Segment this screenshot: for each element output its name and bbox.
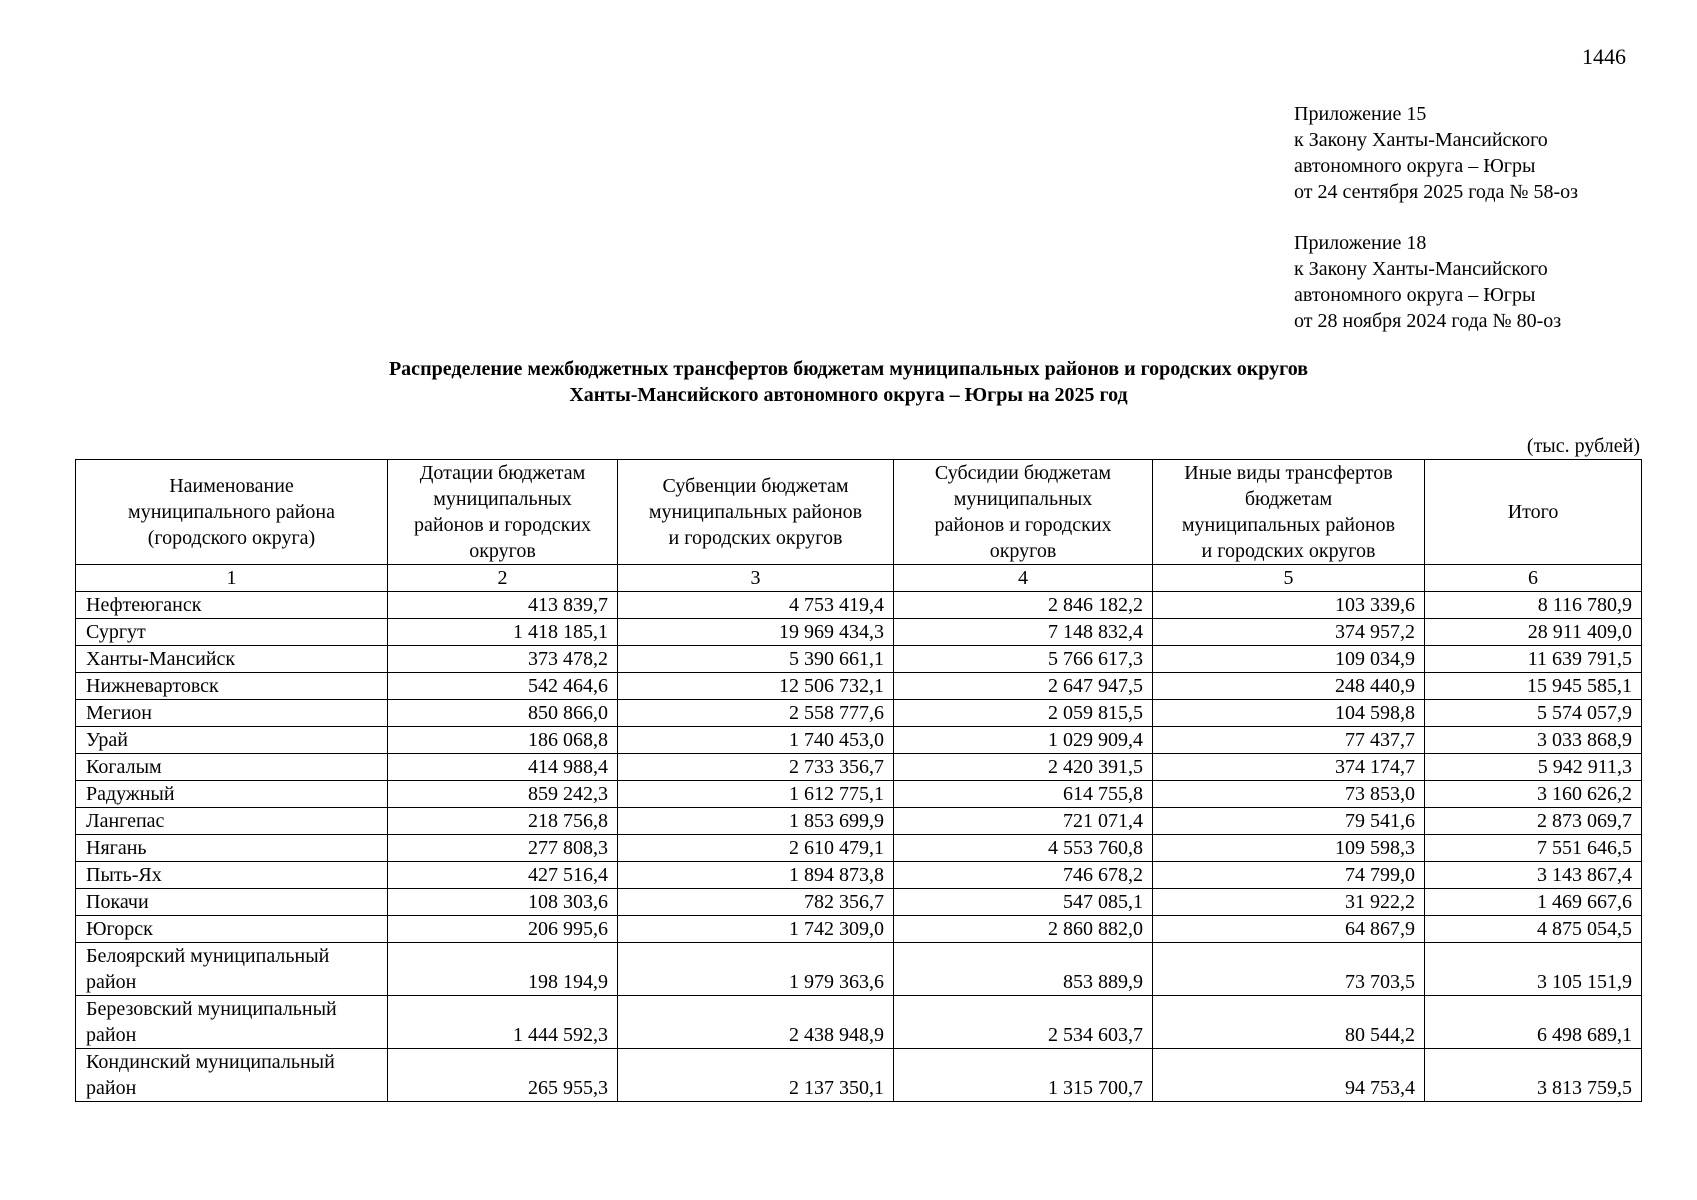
appendix-line: Приложение 18 — [1294, 232, 1427, 254]
table-row — [76, 943, 1642, 996]
value-cell: 5 766 617,3 — [894, 646, 1153, 673]
title-line: Ханты-Мансийского автономного округа – Югры на 2025 год — [569, 384, 1128, 406]
value-cell: 1 894 873,8 — [618, 862, 894, 889]
total-value-cell: 28 911 409,0 — [1425, 619, 1642, 646]
value-cell: 850 866,0 — [388, 700, 618, 727]
total-value-cell: 3 105 151,9 — [1425, 943, 1642, 996]
municipality-name-cell — [76, 700, 388, 727]
value-cell: 198 194,9 — [388, 943, 618, 996]
value-cell: 413 839,7 — [388, 592, 618, 619]
value-cell: 746 678,2 — [894, 862, 1153, 889]
value-cell: 265 955,3 — [388, 1049, 618, 1102]
value-cell: 5 390 661,1 — [618, 646, 894, 673]
document-title — [0, 356, 1697, 408]
column-header-6 — [1425, 460, 1642, 565]
table-row — [76, 727, 1642, 754]
municipality-name-cell — [76, 592, 388, 619]
text-line: Югорск — [86, 918, 153, 940]
text-line: Кондинский муниципальный — [86, 1051, 335, 1073]
table-row — [76, 916, 1642, 943]
value-cell: 4 753 419,4 — [618, 592, 894, 619]
value-cell: 1 612 775,1 — [618, 781, 894, 808]
transfers-table — [75, 459, 1642, 1102]
table-body — [76, 592, 1642, 1102]
total-value-cell: 1 469 667,6 — [1425, 889, 1642, 916]
value-cell: 4 553 760,8 — [894, 835, 1153, 862]
value-cell: 64 867,9 — [1153, 916, 1425, 943]
header-row — [76, 460, 1642, 565]
value-cell: 31 922,2 — [1153, 889, 1425, 916]
value-cell: 374 957,2 — [1153, 619, 1425, 646]
column-header-2 — [388, 460, 618, 565]
appendix-line: от 28 ноября 2024 года № 80-оз — [1294, 310, 1562, 332]
value-cell: 373 478,2 — [388, 646, 618, 673]
text-line: округов — [469, 540, 536, 562]
value-cell: 206 995,6 — [388, 916, 618, 943]
municipality-name-cell — [76, 619, 388, 646]
column-number-cell: 6 — [1425, 565, 1642, 592]
column-header-1 — [76, 460, 388, 565]
appendix-line: от 24 сентября 2025 года № 58-оз — [1294, 181, 1579, 203]
value-cell: 248 440,9 — [1153, 673, 1425, 700]
text-line: Радужный — [86, 783, 175, 805]
value-cell: 2 610 479,1 — [618, 835, 894, 862]
value-cell: 2 534 603,7 — [894, 996, 1153, 1049]
column-header-3 — [618, 460, 894, 565]
table-row — [76, 996, 1642, 1049]
total-value-cell: 11 639 791,5 — [1425, 646, 1642, 673]
total-value-cell: 6 498 689,1 — [1425, 996, 1642, 1049]
text-line: муниципального района — [128, 501, 335, 523]
municipality-name-cell — [76, 943, 388, 996]
total-value-cell: 2 873 069,7 — [1425, 808, 1642, 835]
text-line: и городских округов — [1201, 540, 1376, 562]
text-line: Субвенции бюджетам — [662, 475, 849, 497]
text-line: Сургут — [86, 621, 146, 643]
value-cell: 542 464,6 — [388, 673, 618, 700]
table-row — [76, 781, 1642, 808]
table-row — [76, 673, 1642, 700]
municipality-name-cell — [76, 889, 388, 916]
value-cell: 73 703,5 — [1153, 943, 1425, 996]
value-cell: 1 979 363,6 — [618, 943, 894, 996]
value-cell: 218 756,8 — [388, 808, 618, 835]
appendix-note-current — [1294, 101, 1578, 205]
value-cell: 547 085,1 — [894, 889, 1153, 916]
municipality-name-cell — [76, 673, 388, 700]
municipality-name-cell — [76, 781, 388, 808]
column-number-cell: 1 — [76, 565, 388, 592]
text-line: Белоярский муниципальный — [86, 945, 330, 967]
text-line: Ханты-Мансийск — [86, 648, 236, 670]
appendix-line: к Закону Ханты-Мансийского — [1294, 129, 1548, 151]
municipality-name-cell — [76, 646, 388, 673]
value-cell: 1 315 700,7 — [894, 1049, 1153, 1102]
total-value-cell: 7 551 646,5 — [1425, 835, 1642, 862]
value-cell: 614 755,8 — [894, 781, 1153, 808]
table-row — [76, 1049, 1642, 1102]
value-cell: 427 516,4 — [388, 862, 618, 889]
text-line: Нефтеюганск — [86, 594, 202, 616]
value-cell: 2 846 182,2 — [894, 592, 1153, 619]
table-row — [76, 862, 1642, 889]
column-number-row — [76, 565, 1642, 592]
value-cell: 2 438 948,9 — [618, 996, 894, 1049]
total-value-cell: 4 875 054,5 — [1425, 916, 1642, 943]
value-cell: 103 339,6 — [1153, 592, 1425, 619]
total-value-cell: 5 942 911,3 — [1425, 754, 1642, 781]
value-cell: 186 068,8 — [388, 727, 618, 754]
text-line: (городского округа) — [147, 527, 316, 549]
units-label: (тыс. рублей) — [1526, 435, 1640, 457]
total-value-cell: 3 033 868,9 — [1425, 727, 1642, 754]
table-row — [76, 835, 1642, 862]
value-cell: 2 647 947,5 — [894, 673, 1153, 700]
municipality-name-cell — [76, 1049, 388, 1102]
text-line: муниципальных — [953, 488, 1093, 510]
text-line: Дотации бюджетам — [419, 462, 586, 484]
total-value-cell: 3 160 626,2 — [1425, 781, 1642, 808]
value-cell: 19 969 434,3 — [618, 619, 894, 646]
total-value-cell: 3 813 759,5 — [1425, 1049, 1642, 1102]
text-line: Субсидии бюджетам — [934, 462, 1112, 484]
text-line: Итого — [1507, 501, 1559, 523]
column-number-cell: 5 — [1153, 565, 1425, 592]
table-row — [76, 619, 1642, 646]
value-cell: 1 853 699,9 — [618, 808, 894, 835]
text-line: Лангепас — [86, 810, 165, 832]
appendix-line: автономного округа – Югры — [1294, 284, 1536, 306]
value-cell: 79 541,6 — [1153, 808, 1425, 835]
municipality-name-cell — [76, 996, 388, 1049]
total-value-cell: 15 945 585,1 — [1425, 673, 1642, 700]
value-cell: 721 071,4 — [894, 808, 1153, 835]
municipality-name-cell — [76, 727, 388, 754]
text-line: район — [86, 1024, 137, 1046]
table-row — [76, 808, 1642, 835]
text-line: Покачи — [86, 891, 149, 913]
text-line: и городских округов — [668, 527, 843, 549]
text-line: Иные виды трансфертов — [1184, 462, 1393, 484]
column-number-cell: 3 — [618, 565, 894, 592]
value-cell: 1 742 309,0 — [618, 916, 894, 943]
value-cell: 2 137 350,1 — [618, 1049, 894, 1102]
page-number: 1446 — [1582, 44, 1626, 69]
appendix-line: Приложение 15 — [1294, 103, 1427, 125]
municipality-name-cell — [76, 862, 388, 889]
appendix-line: к Закону Ханты-Мансийского — [1294, 258, 1548, 280]
value-cell: 1 740 453,0 — [618, 727, 894, 754]
title-line: Распределение межбюджетных трансфертов бюджетам муниципальных районов и городских округов — [388, 358, 1309, 380]
table-row — [76, 700, 1642, 727]
value-cell: 2 059 815,5 — [894, 700, 1153, 727]
column-header-5 — [1153, 460, 1425, 565]
value-cell: 782 356,7 — [618, 889, 894, 916]
value-cell: 74 799,0 — [1153, 862, 1425, 889]
total-value-cell: 8 116 780,9 — [1425, 592, 1642, 619]
text-line: Мегион — [86, 702, 153, 724]
value-cell: 1 444 592,3 — [388, 996, 618, 1049]
value-cell: 414 988,4 — [388, 754, 618, 781]
value-cell: 277 808,3 — [388, 835, 618, 862]
column-header-4 — [894, 460, 1153, 565]
table-row — [76, 754, 1642, 781]
text-line: Нижневартовск — [86, 675, 219, 697]
value-cell: 108 303,6 — [388, 889, 618, 916]
table-row — [76, 889, 1642, 916]
value-cell: 109 598,3 — [1153, 835, 1425, 862]
municipality-name-cell — [76, 916, 388, 943]
value-cell: 374 174,7 — [1153, 754, 1425, 781]
value-cell: 94 753,4 — [1153, 1049, 1425, 1102]
table-row — [76, 646, 1642, 673]
value-cell: 109 034,9 — [1153, 646, 1425, 673]
appendix-note-amended — [1294, 230, 1561, 334]
value-cell: 7 148 832,4 — [894, 619, 1153, 646]
text-line: район — [86, 971, 137, 993]
value-cell: 77 437,7 — [1153, 727, 1425, 754]
text-line: Пыть-Ях — [86, 864, 162, 886]
municipality-name-cell — [76, 835, 388, 862]
total-value-cell: 5 574 057,9 — [1425, 700, 1642, 727]
value-cell: 104 598,8 — [1153, 700, 1425, 727]
table-row — [76, 592, 1642, 619]
value-cell: 853 889,9 — [894, 943, 1153, 996]
text-line: Урай — [86, 729, 128, 751]
value-cell: 859 242,3 — [388, 781, 618, 808]
value-cell: 1 418 185,1 — [388, 619, 618, 646]
value-cell: 2 420 391,5 — [894, 754, 1153, 781]
column-number-cell: 2 — [388, 565, 618, 592]
text-line: Когалым — [86, 756, 162, 778]
value-cell: 2 558 777,6 — [618, 700, 894, 727]
text-line: район — [86, 1077, 137, 1099]
municipality-name-cell — [76, 808, 388, 835]
text-line: бюджетам — [1244, 488, 1333, 510]
text-line: округов — [989, 540, 1057, 562]
value-cell: 12 506 732,1 — [618, 673, 894, 700]
text-line: районов и городских — [934, 514, 1112, 536]
text-line: районов и городских — [413, 514, 592, 536]
value-cell: 2 860 882,0 — [894, 916, 1153, 943]
text-line: Нягань — [86, 837, 147, 859]
text-line: муниципальных районов — [1181, 514, 1396, 536]
value-cell: 2 733 356,7 — [618, 754, 894, 781]
value-cell: 1 029 909,4 — [894, 727, 1153, 754]
appendix-line: автономного округа – Югры — [1294, 155, 1536, 177]
text-line: муниципальных районов — [648, 501, 863, 523]
total-value-cell: 3 143 867,4 — [1425, 862, 1642, 889]
value-cell: 73 853,0 — [1153, 781, 1425, 808]
value-cell: 80 544,2 — [1153, 996, 1425, 1049]
column-number-cell: 4 — [894, 565, 1153, 592]
municipality-name-cell — [76, 754, 388, 781]
text-line: Березовский муниципальный — [86, 998, 337, 1020]
text-line: муниципальных — [433, 488, 572, 510]
text-line: Наименование — [169, 475, 294, 497]
